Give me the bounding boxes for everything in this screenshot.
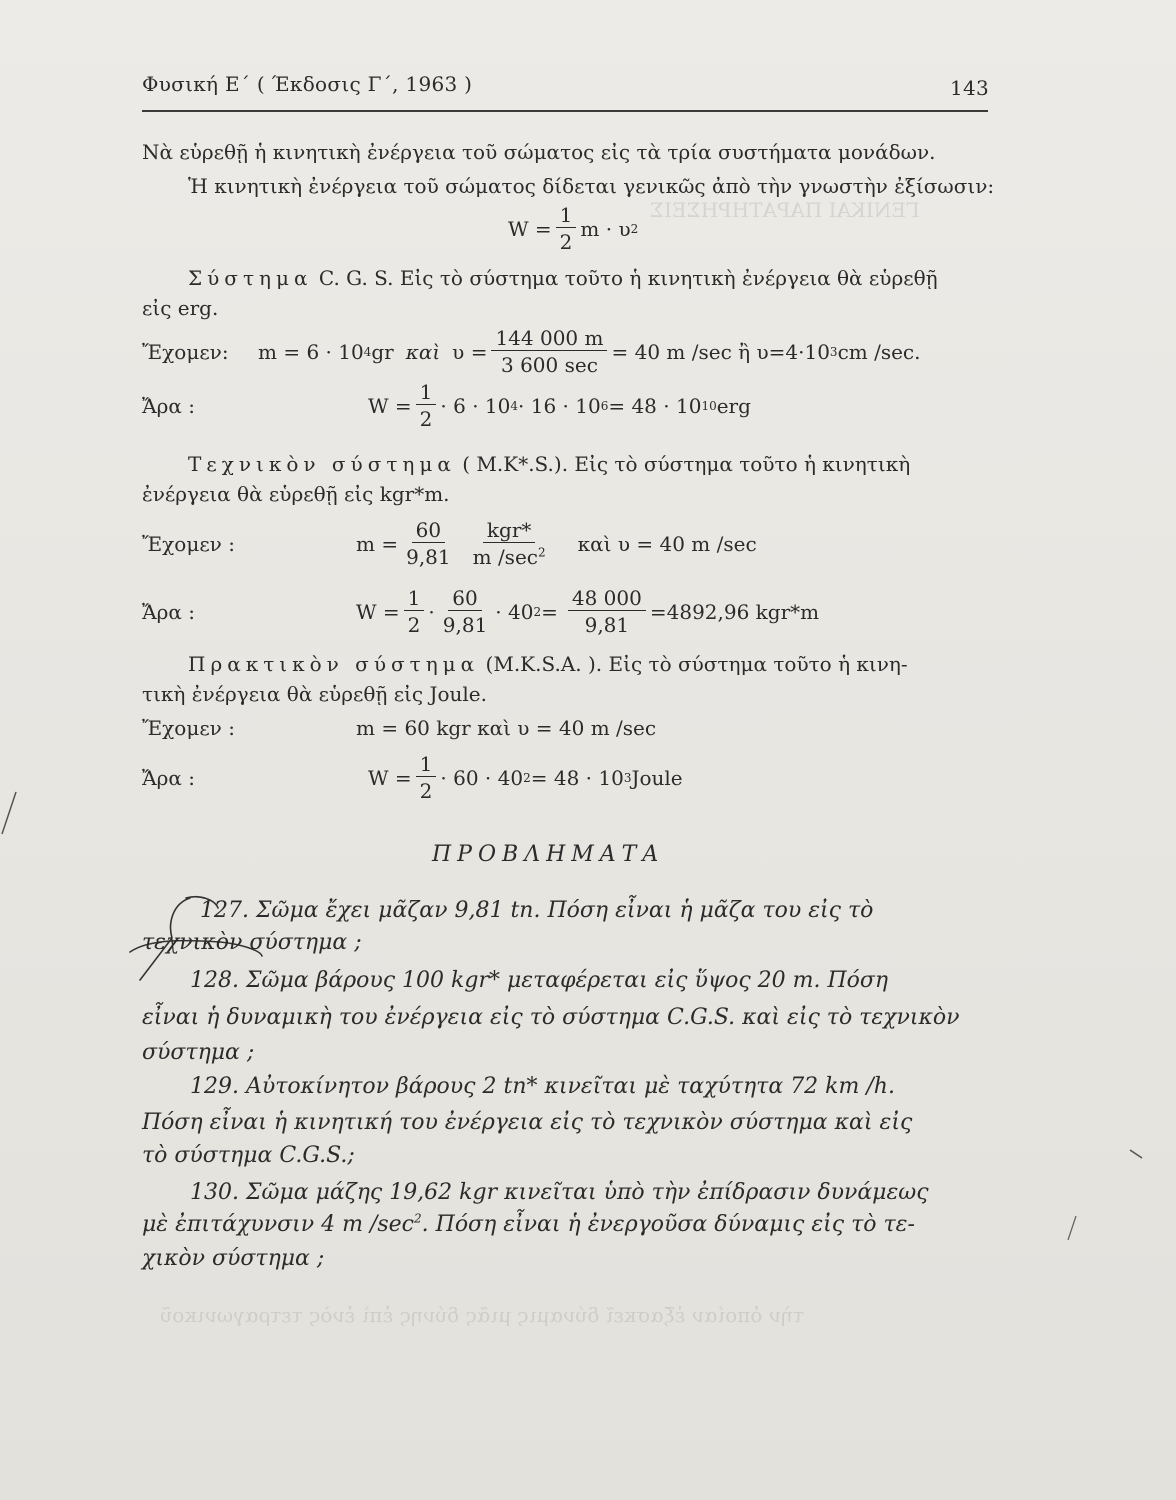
page-number: 143 (950, 76, 990, 100)
ara-num-1: 1 (404, 588, 425, 611)
echomen-tech (142, 520, 757, 567)
formula-den: 2 (559, 230, 573, 254)
problem-130-accel: μὲ ἐπιτάχυνσιν 4 m /sec (142, 1212, 414, 1237)
running-header: Φυσική Ε΄ ( Έκδοσις Γ΄, 1963 ) (142, 72, 473, 96)
formula-rhs: m · υ (580, 216, 631, 241)
header-rule (142, 110, 988, 112)
problem-127-line-1: 127. Σῶμα ἔχει μᾶζαν 9,81 tn. Πόση εἶναι ἡ μᾶζα του εἰς τὸ (200, 898, 874, 923)
formula-lhs: W = (508, 216, 552, 241)
ara-num-2: 60 (448, 588, 481, 611)
ara-num: 1 (416, 754, 437, 777)
formula-num: 1 (556, 205, 577, 228)
ara-fraction-1 (404, 588, 425, 635)
ara-num: 1 (416, 382, 437, 405)
problems-heading: ΠΡΟΒΛΗΜΑΤΑ (432, 842, 665, 867)
kinetic-energy-formula: W = $\frac{1}{2}$ m · υ 2 (508, 203, 639, 254)
mass-den-1: 9,81 (406, 545, 451, 569)
velocity-den: 3 600 sec (501, 353, 598, 377)
tech-text: ( M.K*.S.). Εἰς τὸ σύστημα τοῦτο ἡ κινητικὴ (462, 452, 911, 476)
echomen-label: Ἔχομεν: (142, 339, 229, 364)
ara-w: W = (368, 765, 412, 790)
ara-fraction-3 (568, 588, 646, 635)
ara-eq: = (541, 599, 558, 624)
velocity-num: 144 000 m (491, 328, 607, 351)
margin-mark (0, 790, 20, 840)
echomen-values: m = 60 kgr καὶ υ = 40 m /sec (356, 716, 657, 740)
problem-128-line-2: εἶναι ἡ δυναμικὴ του ἐνέργεια εἰς τὸ σύστημα C.G.S. καὶ εἰς τὸ τεχνικὸν (142, 1005, 960, 1030)
echomen-label: Ἔχομεν : (142, 716, 235, 740)
tech-text-2: ἐνέργεια θὰ εὑρεθῇ εἰς kgr*m. (142, 482, 450, 506)
tech-title: Τεχνικὸν σύστημα (188, 452, 456, 476)
ara-den: 2 (419, 779, 433, 803)
mass-num-2: kgr* (483, 520, 535, 543)
problem-128-line-3: σύστημα ; (142, 1040, 255, 1065)
mass-den-2-exp: 2 (538, 545, 546, 560)
bleed-through: τὴν ὁποίαν ἐξασκεῖ δύναμις μιᾶς δύνης ἐπὶ ἑνὸς τετραγωνικοῦ (160, 1303, 804, 1327)
tech-paragraph (188, 452, 910, 476)
ara-w: W = (356, 599, 400, 624)
velocity-fraction (491, 328, 607, 375)
mass-fraction-2 (469, 520, 550, 567)
echomen-label: Ἔχομεν : (142, 531, 235, 556)
ara-den-2: 9,81 (442, 613, 488, 637)
bleed-through: ΓΕΝΙΚΑΙ ΠΑΡΑΤΗΡΗΣΕΙΣ (650, 198, 920, 222)
ara-unit: erg (716, 393, 751, 418)
formula-fraction (556, 205, 577, 252)
prak-paragraph (188, 652, 908, 676)
ara-unit: Joule (631, 765, 683, 790)
cgs-paragraph (188, 266, 938, 290)
ara-label: Ἄρα : (142, 599, 196, 624)
problem-130-line-3: χικὸν σύστημα ; (142, 1246, 325, 1271)
cgs-title: Σύστημα (188, 266, 313, 290)
ara-label: Ἄρα : (142, 765, 196, 790)
ara-cgs: Ἄρα : W = $\frac{1}{2}$ · 6 · 10 4 · 16 · 10 6 = 48 · 10 10 erg (142, 380, 751, 431)
mass-den-2-text: m /sec (472, 545, 538, 569)
ara-fraction (416, 754, 437, 801)
mass-gr: m = 6 · 10 (258, 339, 364, 364)
given-line: Ἡ κινητικὴ ἐνέργεια τοῦ σώματος δίδεται γενικῶς ἀπὸ τὴν γνωστὴν ἐξίσωσιν: (188, 174, 995, 198)
cgs-text: C. G. S. Εἰς τὸ σύστημα τοῦτο ἡ κινητικὴ ἐνέργεια θὰ εὑρεθῇ (318, 266, 938, 290)
prak-title: Πρακτικὸν σύστημα (188, 652, 480, 676)
ara-term-b: = 48 · 10 (530, 765, 624, 790)
mass-num-1: 60 (412, 520, 445, 543)
problem-130-exp: 2 (414, 1211, 422, 1226)
prak-text: (M.K.S.A. ). Εἰς τὸ σύστημα τοῦτο ἡ κινη- (485, 652, 908, 676)
ara-label: Ἄρα : (142, 393, 196, 418)
margin-mark (1064, 1214, 1080, 1244)
problem-128-line-1: 128. Σῶμα βάρους 100 kgr* μεταφέρεται εἰς ὕψος 20 m. Πόση (190, 968, 889, 993)
velocity-lhs: υ = (452, 339, 488, 364)
ara-result: =4892,96 kgr*m (649, 599, 820, 624)
problem-130-line-1: 130. Σῶμα μάζης 19,62 kgr κινεῖται ὑπὸ τὴν ἐπίδρασιν δυνάμεως (190, 1180, 929, 1205)
problem-129-line-1: 129. Αὐτοκίνητον βάρους 2 tn* κινεῖται μὲ ταχύτητα 72 km /h. (190, 1074, 895, 1099)
ara-den-3: 9,81 (584, 613, 630, 637)
ara-num-3: 48 000 (568, 588, 646, 611)
problem-129-line-2: Πόση εἶναι ἡ κινητική του ἐνέργεια εἰς τὸ τεχνικὸν σύστημα καὶ εἰς (142, 1110, 913, 1135)
ara-fraction-2 (439, 588, 492, 635)
ara-prak: Ἄρα : W = $\frac{1}{2}$ · 60 · 40 2 = 48 · 10 3 Joule (142, 752, 683, 803)
prak-text-2: τικὴ ἐνέργεια θὰ εὑρεθῇ εἰς Joule. (142, 682, 487, 706)
ara-mid: · 40 (495, 599, 534, 624)
echomen-cgs: Ἔχομεν: m = 6 · 10 4 gr καὶ υ = $\frac{144 000 m}{3 600 \sec}$ = 40 m /sec ἢ υ=4·10 3 cm /sec. (142, 326, 921, 377)
velocity-rhs-tail: cm /sec. (837, 339, 921, 364)
ara-tech: Ἄρα : W = $\frac{1}{2}$ · $\frac{60}{9,81}$ · 40 2 = $\frac{48 000}{9,81}$ =4892,96 kgr*m (142, 586, 820, 637)
problem-130-line-2 (142, 1212, 915, 1237)
problem-130-question: . Πόση εἶναι ἡ ἐνεργοῦσα δύναμις εἰς τὸ τε- (421, 1212, 915, 1237)
mass-den-2 (469, 543, 550, 567)
mass-fraction-1 (402, 520, 455, 567)
margin-mark (1128, 1148, 1148, 1168)
velocity-rhs: = 40 m /sec ἢ υ=4·10 (611, 339, 830, 364)
ara-den: 2 (419, 407, 433, 431)
ara-w: W = (368, 393, 412, 418)
ara-term-c: = 48 · 10 (608, 393, 702, 418)
cgs-text-2: εἰς erg. (142, 296, 219, 320)
ara-term-a: · 6 · 10 (440, 393, 511, 418)
mass-lhs: m = (356, 531, 399, 556)
ara-den-1: 2 (407, 613, 421, 637)
ara-fraction (416, 382, 437, 429)
intro-line: Νὰ εὑρεθῇ ἡ κινητικὴ ἐνέργεια τοῦ σώματος εἰς τὰ τρία συστήματα μονάδων. (142, 140, 936, 164)
echomen-prak (142, 716, 656, 740)
problem-127-line-2: τεχνικὸν σύστημα ; (142, 930, 362, 955)
ara-term-b: · 16 · 10 (518, 393, 601, 418)
kai-word: καὶ (405, 339, 441, 364)
ara-term-a: · 60 · 40 (440, 765, 524, 790)
velocity-tail: καὶ υ = 40 m /sec (577, 531, 757, 556)
mass-unit: gr (371, 339, 394, 364)
problem-129-line-3: τὸ σύστημα C.G.S.; (142, 1143, 355, 1168)
